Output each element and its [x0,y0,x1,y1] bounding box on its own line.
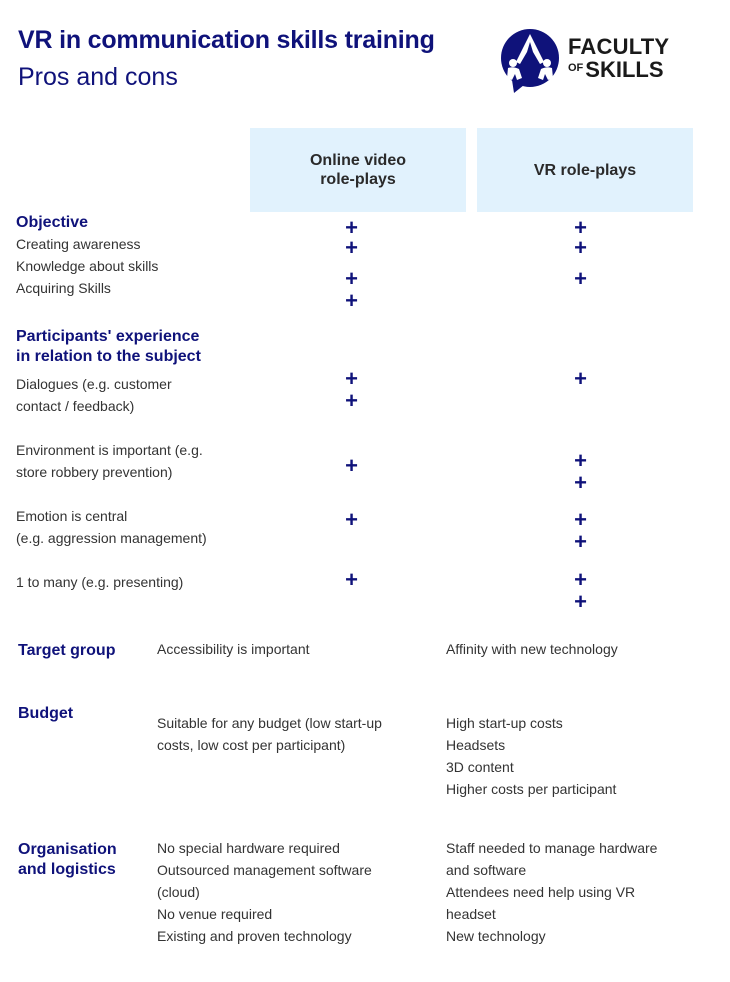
rating-objective-header-online: + [345,215,361,240]
column-header-line: Online video [309,152,406,169]
text-line: (cloud) [157,884,200,900]
faculty-of-skills-logo [500,28,710,94]
rating-online: + [345,235,361,260]
section-heading-objective: Objective [16,214,89,231]
heading-line: Participants' experience [16,328,200,345]
rating-vr: + + [574,567,590,614]
text-line: Outsourced management software [157,862,372,878]
text-line: Existing and proven technology [157,928,352,944]
rating-vr: + [574,266,590,291]
organisation-online [157,837,427,947]
heading-line: in relation to the subject [16,348,201,365]
label-line: contact / feedback) [16,398,135,414]
rating-online: + + [345,366,361,413]
row-label-environment [16,439,203,483]
row-label-acquiring-skills: Acquiring Skills [16,280,111,296]
label-line: Dialogues (e.g. customer [16,376,172,392]
text-line: Suitable for any budget (low start-up [157,715,382,731]
row-label-creating-awareness: Creating awareness [16,236,141,252]
rating-vr: + [574,366,590,391]
rating-online: + + [345,266,361,313]
rating-online: + [345,567,361,592]
label-line: (e.g. aggression management) [16,530,207,546]
label-line: store robbery prevention) [16,464,173,480]
page-title: VR in communication skills training [18,26,435,54]
text-line: High start-up costs [446,715,563,731]
organisation-vr [446,837,716,947]
text-line: Headsets [446,737,506,753]
text-line: and software [446,862,527,878]
text-line: Accessibility is important [157,641,310,657]
heading-line: Organisation [18,841,117,858]
text-line: headset [446,906,496,922]
rating-vr: + [574,235,590,260]
section-heading-target-group: Target group [18,642,116,659]
column-header-line: role-plays [320,171,396,188]
target-group-vr [446,638,716,660]
rating-online: + [345,507,361,532]
text-line: Affinity with new technology [446,641,618,657]
row-label-one-to-many: 1 to many (e.g. presenting) [16,574,184,590]
logo-line-faculty: FACULTY [568,34,670,59]
budget-online [157,712,427,756]
row-label-emotion [16,505,207,549]
logo-wordmark [568,36,669,81]
label-line: Environment is important (e.g. [16,442,203,458]
target-group-online [157,638,427,660]
text-line: New technology [446,928,546,944]
high-five-speech-bubble-icon [500,28,562,94]
text-line: Higher costs per participant [446,781,617,797]
text-line: No venue required [157,906,273,922]
logo-line-skills [568,59,669,81]
text-line: Staff needed to manage hardware [446,840,658,856]
budget-vr [446,712,716,800]
logo-of: OF [568,62,584,74]
row-label-dialogues [16,373,172,417]
text-line: Attendees need help using VR [446,884,636,900]
rating-online: + [345,453,361,478]
page-subtitle: Pros and cons [18,63,178,91]
rating-vr: + + [574,448,590,495]
column-header-vr [477,128,693,212]
section-heading-budget: Budget [18,705,74,722]
section-heading-organisation [18,840,117,880]
column-header-line: VR role-plays [533,161,637,179]
rating-objective-header-vr: + [574,215,590,240]
heading-line: and logistics [18,861,116,878]
column-header-online-video [250,128,466,212]
section-heading-experience [16,327,201,367]
text-line: costs, low cost per participant) [157,737,346,753]
label-line: Emotion is central [16,508,128,524]
rating-vr: + + [574,507,590,554]
logo-skills: SKILLS [585,57,664,82]
text-line: No special hardware required [157,840,340,856]
row-label-knowledge-about-skills: Knowledge about skills [16,258,159,274]
text-line: 3D content [446,759,514,775]
